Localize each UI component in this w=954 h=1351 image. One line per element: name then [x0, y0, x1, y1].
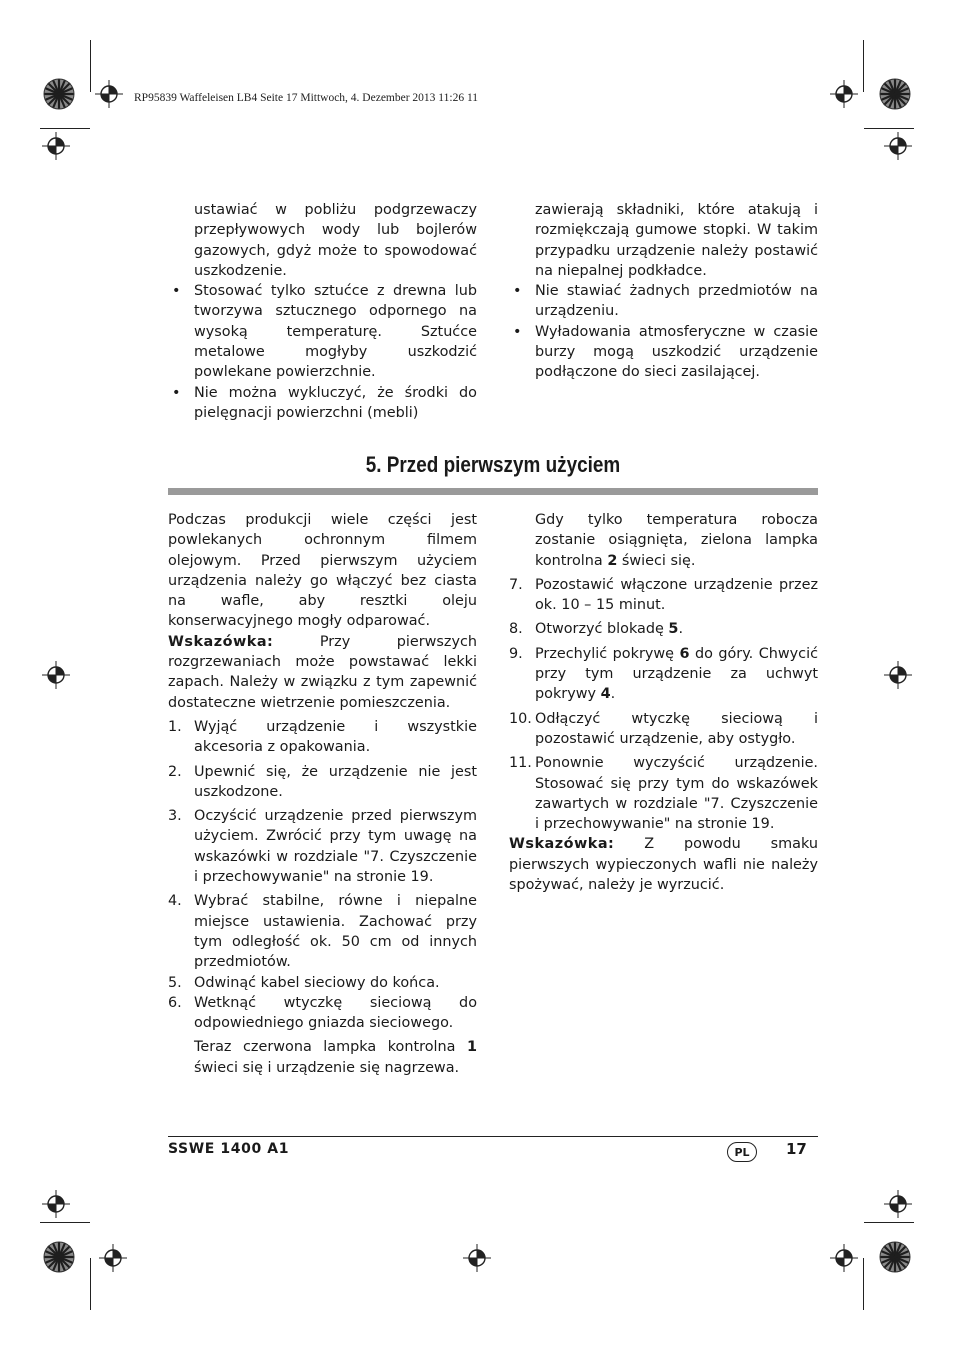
step-followup: Teraz czerwona lampka kontrolna 1 świeci się i urządzenie się nagrzewa.: [194, 1039, 477, 1076]
note-label: Wskazówka:: [509, 836, 615, 853]
registration-mark-icon: [42, 661, 70, 689]
intro-paragraph: Podczas produkcji wiele części jest powlekanych ochronnym filmem olejowym. Przed pierwszym użyciem urządzenia należy go włączyć bez ciasta na wafle, aby resztki oleju konserwacyjnego mogły odparować.: [168, 512, 477, 630]
note-paragraph: Wskazówka: Przy pierwszych rozgrzewaniach może powstawać lekki zapach. Należy w związku z tym zapewnić dostateczne wietrzenie pomieszczenia.: [168, 633, 477, 711]
footer-rule: [168, 1136, 818, 1137]
top-right-column: [509, 200, 818, 383]
continued-paragraph: zawierają składniki, które atakują i rozmiękczają gumowe stopki. W takim przypadku urządzenie należy postawić na niepalnej podkładce.: [535, 202, 818, 279]
star-target-icon: [43, 78, 75, 110]
bullet-icon: •: [513, 283, 522, 300]
continued-paragraph: Gdy tylko temperatura robocza zostanie osiągnięta, zielona lampka kontrolna 2 świeci się.: [535, 512, 818, 569]
left-column: [168, 510, 477, 1078]
step-item: 4. Wybrać stabilne, równe i niepalne miejsce ustawienia. Zachować przy tym odległość ok. 50 cm od innych przedmiotów.: [168, 893, 477, 971]
step-item: 7. Pozostawić włączone urządzenie przez ok. 10 – 15 minut.: [509, 576, 818, 614]
bullet-item: • Stosować tylko sztućce z drewna lub tworzywa sztucznego odpornego na wysoką temperaturę. Sztućce metalowe mogłyby uszkodzić powlekane powierzchnie.: [172, 283, 477, 381]
right-column: [509, 510, 818, 895]
registration-mark-icon: [42, 1190, 70, 1218]
registration-mark-icon: [463, 1244, 491, 1272]
section-title: 5. Przed pierwszym użyciem: [365, 452, 621, 477]
bullet-icon: •: [172, 384, 181, 401]
registration-mark-icon: [99, 1244, 127, 1272]
step-item: 10. Odłączyć wtyczkę sieciową i pozostawić urządzenie, aby ostygło.: [509, 710, 818, 747]
registration-mark-icon: [95, 80, 123, 108]
star-target-icon: [879, 1241, 911, 1273]
section-rule: [168, 488, 818, 495]
crop-mark: [864, 128, 914, 129]
note-paragraph: Wskazówka: Z powodu smaku pierwszych wypieczonych wafli nie należy spożywać, należy je wyrzucić.: [509, 836, 818, 894]
registration-mark-icon: [830, 80, 858, 108]
crop-mark: [863, 40, 864, 92]
top-left-column: [168, 200, 477, 423]
registration-mark-icon: [830, 1244, 858, 1272]
step-item: 11. Ponownie wyczyścić urządzenie. Stosować się przy tym do wskazówek zawartych w rozdziale "7. Czyszczenie i przechowywanie" na stronie 19.: [509, 755, 818, 833]
continued-paragraph: ustawiać w pobliżu podgrzewaczy przepływowych wody lub bojlerów gazowych, gdyż może to spowodować uszkodzenie.: [194, 202, 477, 279]
crop-mark: [40, 1222, 90, 1223]
print-slug: RP95839 Waffeleisen LB4 Seite 17 Mittwoch, 4. Dezember 2013 11:26 11: [134, 92, 479, 104]
model-number: SSWE 1400 A1: [168, 1141, 290, 1157]
registration-mark-icon: [884, 1190, 912, 1218]
crop-mark: [864, 1222, 914, 1223]
step-item: 9. Przechylić pokrywę 6 do góry. Chwycić przy tym urządzenie za uchwyt pokrywy 4.: [509, 645, 818, 703]
step-item: 6. Wetknąć wtyczkę sieciową do odpowiedniego gniazda sieciowego.: [168, 994, 477, 1032]
star-target-icon: [879, 78, 911, 110]
bullet-item: • Nie można wykluczyć, że środki do pielęgnacji powierzchni (mebli): [172, 384, 477, 421]
step-item: 5. Odwinąć kabel sieciowy do końca.: [168, 974, 440, 991]
step-item: 1. Wyjąć urządzenie i wszystkie akcesoria z opakowania.: [168, 718, 477, 756]
page-number: 17: [786, 1140, 807, 1158]
crop-mark: [90, 1258, 91, 1310]
step-item: 2. Upewnić się, że urządzenie nie jest uszkodzone.: [168, 763, 477, 800]
crop-mark: [90, 40, 91, 92]
bullet-icon: •: [172, 283, 181, 300]
registration-mark-icon: [884, 661, 912, 689]
registration-mark-icon: [42, 132, 70, 160]
registration-mark-icon: [884, 132, 912, 160]
step-item: 8. Otworzyć blokadę 5.: [509, 621, 684, 638]
star-target-icon: [43, 1241, 75, 1273]
note-label: Wskazówka:: [168, 633, 274, 650]
crop-mark: [863, 1258, 864, 1310]
crop-mark: [40, 128, 90, 129]
language-badge: PL: [727, 1142, 757, 1162]
bullet-icon: •: [513, 323, 522, 340]
step-item: 3. Oczyścić urządzenie przed pierwszym użyciem. Zwrócić przy tym uwagę na wskazówki w rozdziale "7. Czyszczenie i przechowywanie" na stronie 19.: [168, 808, 477, 886]
bullet-item: • Wyładowania atmosferyczne w czasie burzy mogą uszkodzić urządzenie podłączone do sieci zasilającej.: [513, 323, 818, 381]
bullet-item: • Nie stawiać żadnych przedmiotów na urządzeniu.: [513, 283, 818, 320]
